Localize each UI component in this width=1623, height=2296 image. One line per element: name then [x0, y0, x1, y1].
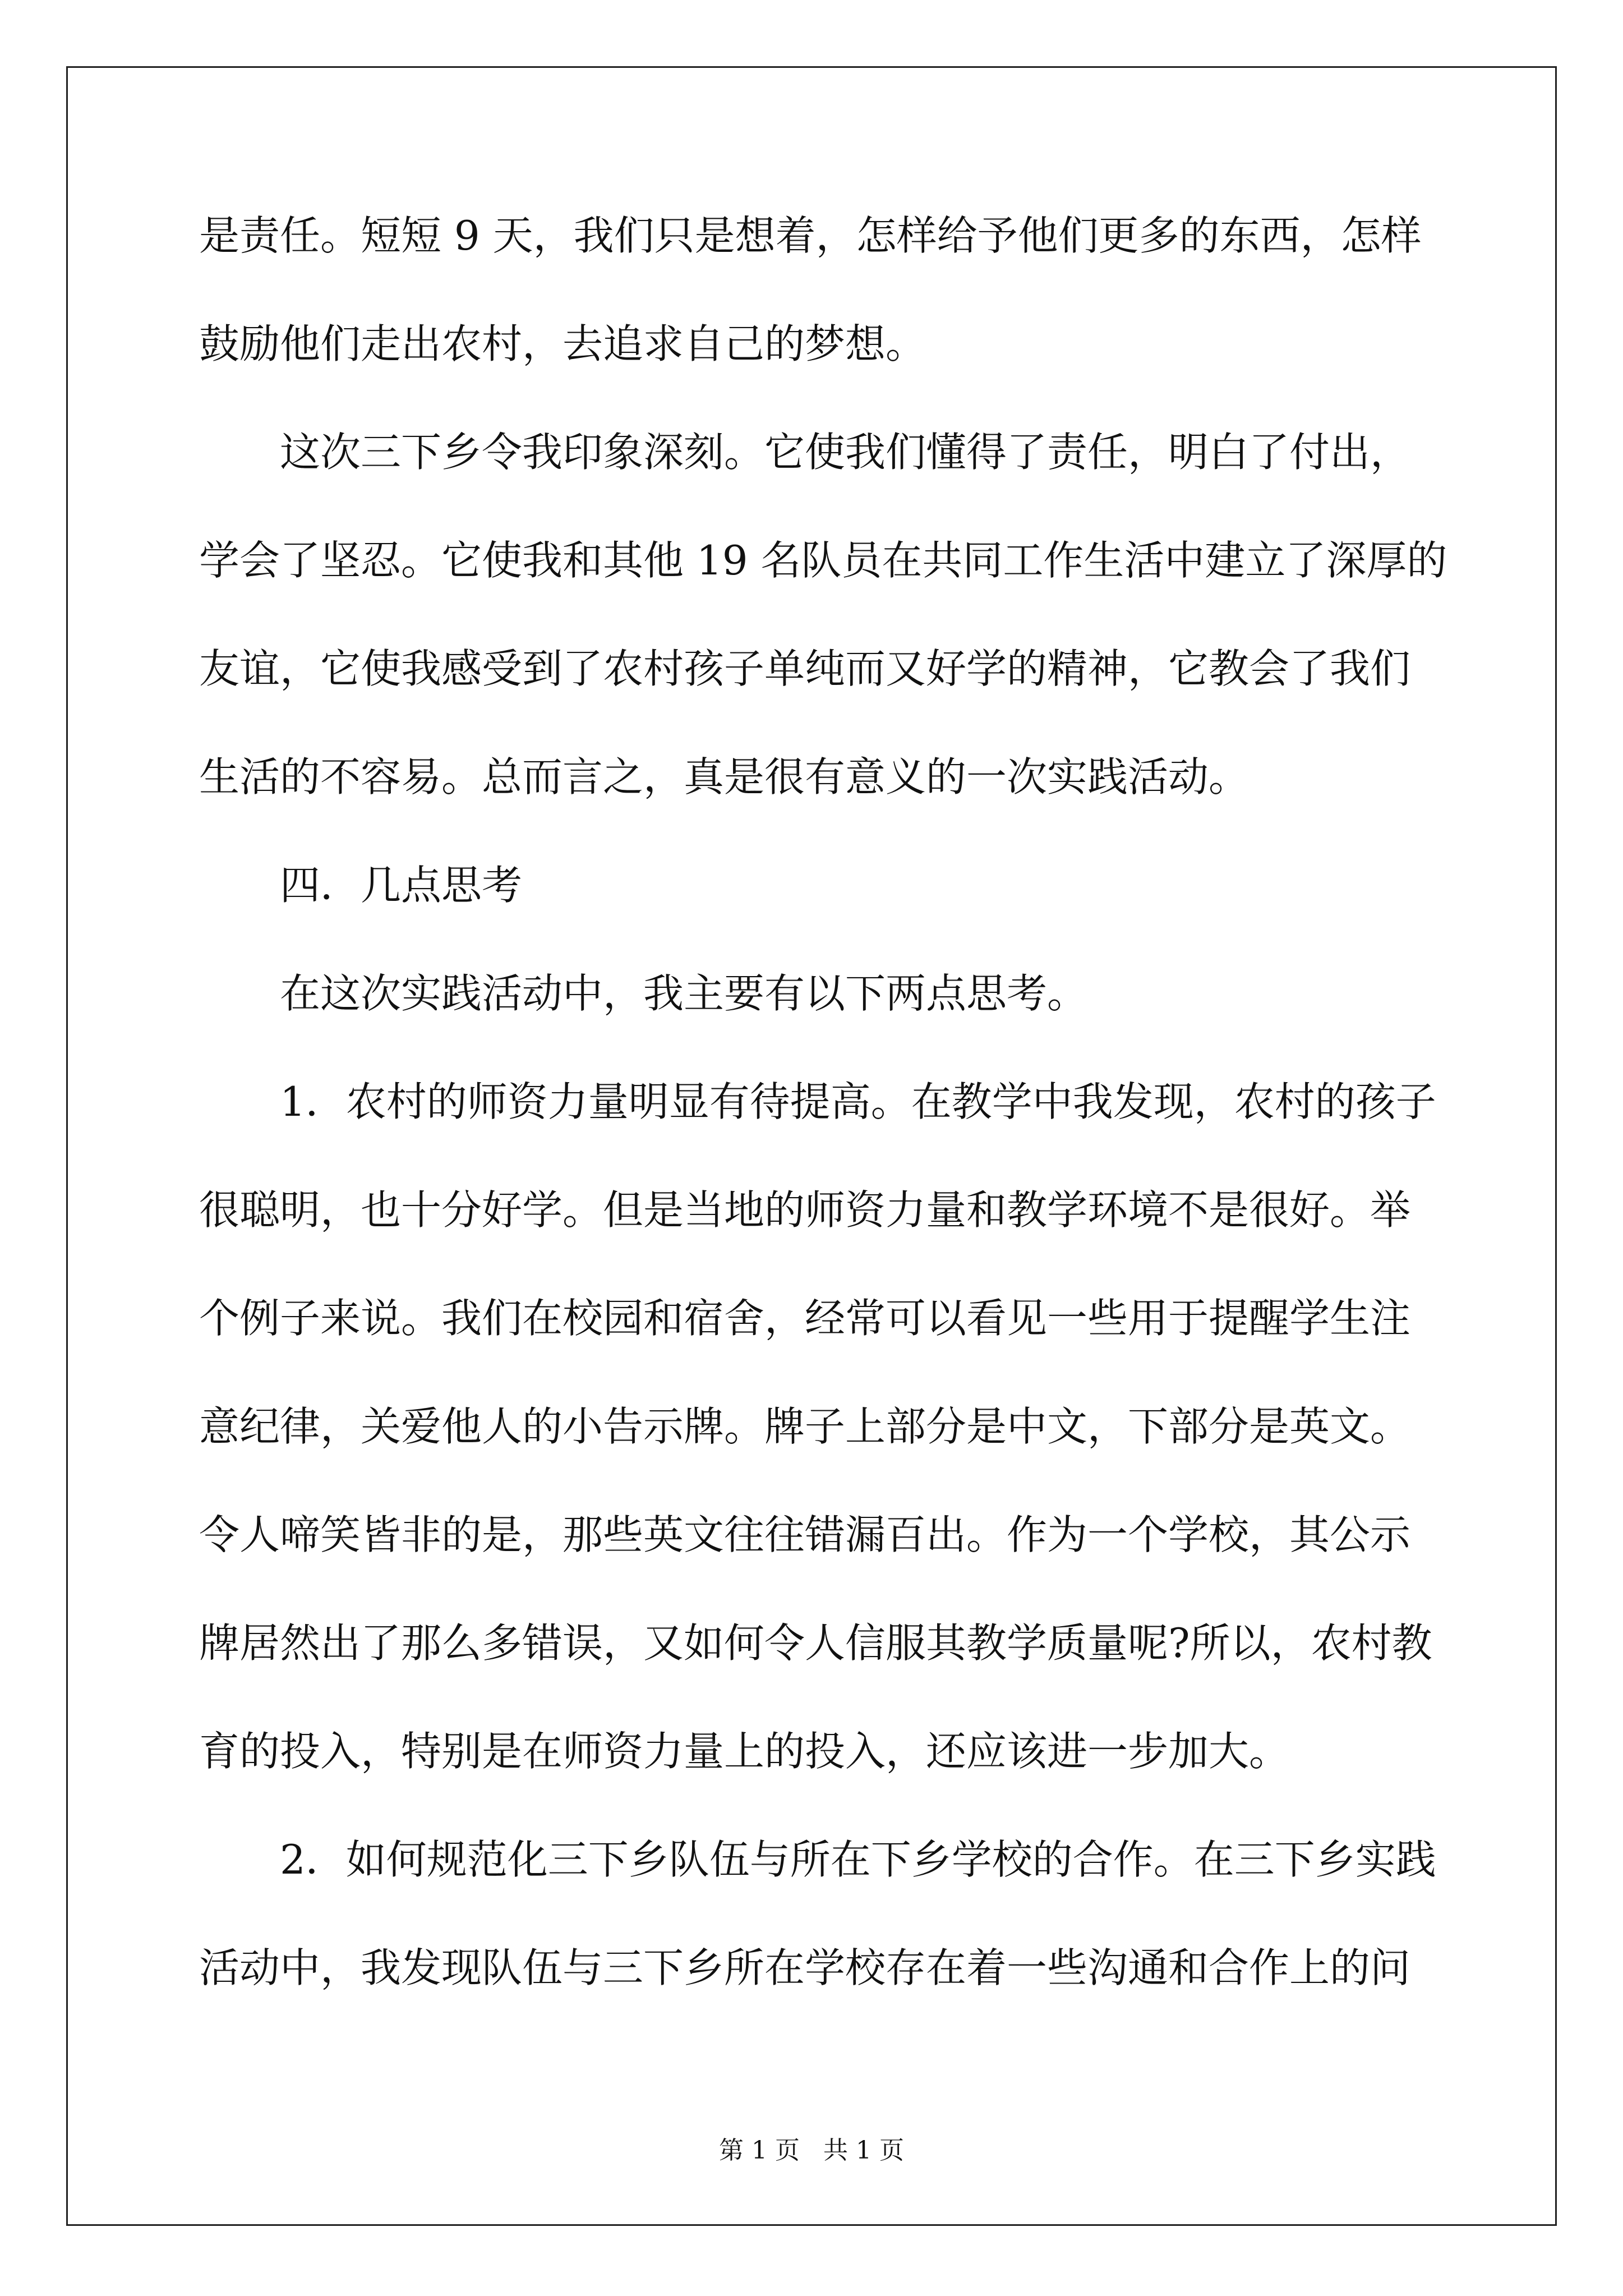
page-footer: 第 1 页 共 1 页: [719, 2136, 904, 2165]
paragraph-start-line: 2．如何规范化三下乡队伍与所在下乡学校的合作。在三下乡实践: [280, 1836, 1436, 1883]
body-line: 牌居然出了那么多错误，又如何令人信服其教学质量呢?所以，农村教: [199, 1619, 1432, 1667]
section-heading: 四．几点思考: [280, 862, 523, 909]
body-line: 意纪律，关爱他人的小告示牌。牌子上部分是中文，下部分是英文。: [199, 1403, 1411, 1450]
paragraph-start-line: 这次三下乡令我印象深刻。它使我们懂得了责任，明白了付出，: [280, 429, 1411, 476]
body-line: 个例子来说。我们在校园和宿舍，经常可以看见一些用于提醒学生注: [199, 1295, 1411, 1342]
paragraph-start-line: 1．农村的师资力量明显有待提高。在教学中我发现，农村的孩子: [280, 1078, 1436, 1125]
body-line: 鼓励他们走出农村，去追求自己的梦想。: [199, 320, 926, 367]
body-line: 是责任。短短 9 天，我们只是想着，怎样给予他们更多的东西，怎样: [199, 212, 1422, 259]
body-line: 活动中，我发现队伍与三下乡所在学校存在着一些沟通和合作上的问: [199, 1944, 1411, 1991]
body-line: 育的投入，特别是在师资力量上的投入，还应该进一步加大。: [199, 1728, 1290, 1775]
body-line: 学会了坚忍。它使我和其他 19 名队员在共同工作生活中建立了深厚的: [199, 537, 1447, 584]
body-line: 友谊，它使我感受到了农村孩子单纯而又好学的精神，它教会了我们: [199, 645, 1411, 692]
document-body: [199, 209, 1450, 2049]
body-line: 很聪明，也十分好学。但是当地的师资力量和教学环境不是很好。举: [199, 1186, 1411, 1234]
body-line: 生活的不容易。总而言之，真是很有意义的一次实践活动。: [199, 753, 1249, 800]
body-line: 令人啼笑皆非的是，那些英文往往错漏百出。作为一个学校，其公示: [199, 1511, 1411, 1558]
paragraph-start-line: 在这次实践活动中，我主要有以下两点思考。: [280, 970, 1088, 1017]
